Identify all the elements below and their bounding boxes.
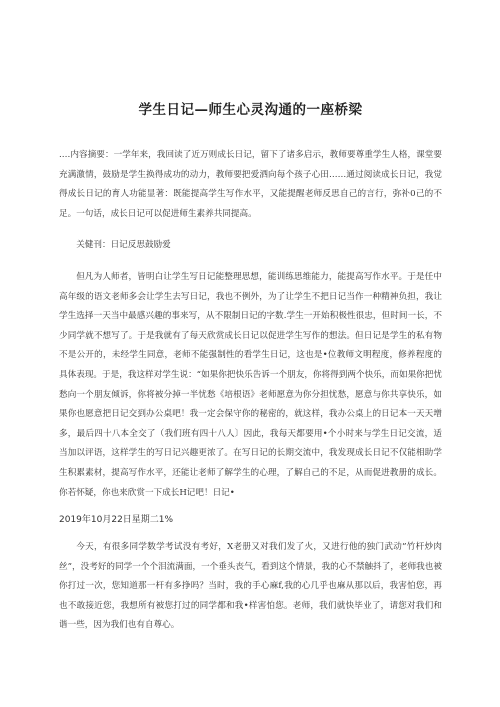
keywords-line: 关健刊：日记反思鼓励爱 <box>76 240 171 251</box>
document-title: 学生日记—师生心灵沟通的一座桥梁 <box>138 102 363 118</box>
diary-date: 2019年10月22日星期二1% <box>59 515 174 526</box>
abstract-paragraph: .…内容摘要：一学年来，我回读了近万则成长日记，留下了诸多启示，教师要尊重学生人格，课堂要充满激情，鼓励是学生换得成功的动力，教师要把爱洒向每个孩子心田……通过阅读成长日记，我觉得成长日记的育人功能显著：既能提高学生写作水平，又能提醒老师反思自己的言行，弥补0己的不足。一句话，成长日记可以促进师生素养共同提高。 <box>59 150 442 219</box>
body-paragraph-1: 但凡为人师者，皆明白让学生写日记能整理思想，能训练思维能力，能提高写作水平。于是任中高年级的语文老师多会让学生去写日记，我也不例外，为了让学生不把日记当作一种精神负担，我让学生选择一天当中最感兴趣的事来写，从不限制日记的字数.学生一开始积极性很忠，但时间一长，不少同学就不想写了。于是我就有了每天欣赏成长日记以促进学生写作的想法。但日记是学生的私有物不是公开的，未经学生同意，老师不能强制性的看学生日记，这也是•位教师文明程度，修养程度的具体表现。于是，我这样对学生说：“如果你把快乐告诉一个朋友，你将得到两个快乐，而如果你把忧愁向一个朋友倾诉，你将被分掉一半忧愁《培根语》老师愿意为你分担忧愁，愿意与你共享快乐，如果你也愿意把日记交到办公桌吧！我一定会保守你的秘密的，就这样，我办公桌上的日记本一天天增多，最后四十八本全交了（我们班有四十八人〕因此，我每天都要用•个小时来与学生日记交流，适当加以评语，这样学生的写日记兴趣更浓了。在写日记的长期交流中，我发现成长日记不仅能相助学生积累素材，提高写作水平，还能让老师了解学生的心理，了解自己的不足，从而促进教册的成长。你若怀疑，你也来欣赏一下成长H记吧！日记• <box>59 271 442 498</box>
diary-entry-paragraph: 今天，有很多同学数学考试没有考好，X老册又对我们发了火，又进行他的独门武动”竹杆炒肉丝”，没考好的同学一个个泪流满面，一个垂头丧气，看到这个情景，我的心不禁触抖了，老师我也被你打过一次，您知道那一杆有多挣吗？当时，我的手心麻f,我的心几乎也麻从那以后，我害怕您，再也不敢接近您，我想所有被您打过的同学都和我•样害怕您。老师，我们就快毕业了，请您对我们和谐一些，因为我们也有自尊心。 <box>59 542 442 631</box>
